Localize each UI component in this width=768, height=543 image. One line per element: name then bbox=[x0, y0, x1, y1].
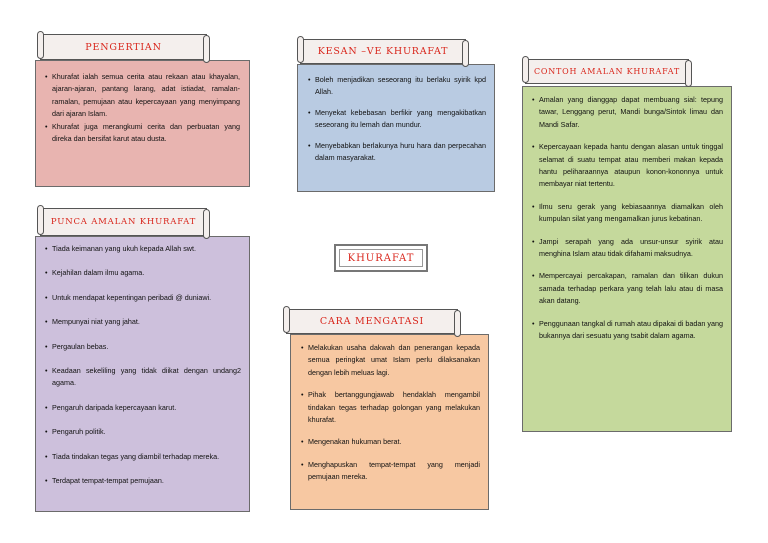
contoh-box bbox=[522, 86, 732, 432]
punca-list bbox=[52, 243, 241, 487]
list-item: • Jampi serapah yang ada unsur-unsur syirik atau menghina Islam atau tidak difahami maksudnya. bbox=[539, 236, 723, 261]
contoh-title: CONTOH AMALAN KHURAFAT bbox=[525, 59, 689, 84]
pengertian-list bbox=[52, 71, 240, 145]
list-item: • Terdapat tempat-tempat pemujaan. bbox=[52, 475, 241, 487]
pengertian-box bbox=[35, 60, 250, 187]
cara-list bbox=[308, 342, 480, 484]
list-item: • Menyebabkan berlakunya huru hara dan perpecahan dalam masyarakat. bbox=[315, 140, 486, 165]
list-item: • Untuk mendapat kepentingan peribadi @ duniawi. bbox=[52, 292, 241, 304]
list-item: • Menyekat kebebasan berfikir yang mengakibatkan seseorang itu lemah dan mundur. bbox=[315, 107, 486, 132]
cara-box bbox=[290, 334, 489, 510]
list-item: • Mempunyai niat yang jahat. bbox=[52, 316, 241, 328]
kesan-list bbox=[315, 74, 486, 164]
list-item: • Tiada tindakan tegas yang diambil terhadap mereka. bbox=[52, 451, 241, 463]
list-item: • Pengaruh politik. bbox=[52, 426, 241, 438]
list-item: • Kejahilan dalam ilmu agama. bbox=[52, 267, 241, 279]
center-title: KHURAFAT bbox=[339, 249, 423, 267]
kesan-title: KESAN –VE KHURAFAT bbox=[300, 39, 466, 64]
list-item: • Keadaan sekeliling yang tidak diikat dengan undang2 agama. bbox=[52, 365, 241, 390]
list-item: • Mengenakan hukuman berat. bbox=[308, 436, 480, 448]
pengertian-title: PENGERTIAN bbox=[40, 34, 207, 60]
list-item: • Kepercayaan kepada hantu dengan alasan untuk tinggal selamat di suatu tempat atau memberi makan kepada hantu peliharaannya ataupun konon-kononnya untuk membayar niat tertentu. bbox=[539, 141, 723, 191]
list-item: • Tiada keimanan yang ukuh kepada Allah swt. bbox=[52, 243, 241, 255]
list-item: • Pengaruh daripada kepercayaan karut. bbox=[52, 402, 241, 414]
list-item: • Pergaulan bebas. bbox=[52, 341, 241, 353]
list-item: • Boleh menjadikan seseorang itu berlaku syirik kpd Allah. bbox=[315, 74, 486, 99]
center-title-frame bbox=[334, 244, 428, 272]
list-item: • Pihak bertanggungjawab hendaklah mengambil tindakan tegas terhadap golongan yang melakukan khurafat. bbox=[308, 389, 480, 426]
list-item: • Menghapuskan tempat-tempat yang menjadi pemujaan mereka. bbox=[308, 459, 480, 484]
list-item: • Mempercayai percakapan, ramalan dan tilikan dukun samada terhadap perkara yang telah lalu atau di masa akan datang. bbox=[539, 270, 723, 307]
list-item: • Melakukan usaha dakwah dan penerangan kepada semua peringkat umat Islam perlu dilaksanakan dengan lebih meluas lagi. bbox=[308, 342, 480, 379]
list-item: • Khurafat ialah semua cerita atau rekaan atau khayalan, ajaran-ajaran, pantang larang, adat istiadat, ramalan-ramalan, pemujaan atau kepercayaan yang menyimpang dari ajaran Islam. bbox=[52, 71, 240, 121]
list-item: • Penggunaan tangkal di rumah atau dipakai di badan yang bukannya dari sesuatu yang tsabit dalam agama. bbox=[539, 318, 723, 343]
list-item: • Amalan yang dianggap dapat membuang sial: tepung tawar, Lenggang perut, Mandi bunga/Sintok limau dan Mandi Safar. bbox=[539, 94, 723, 131]
punca-title: PUNCA AMALAN KHURAFAT bbox=[40, 208, 207, 236]
punca-box bbox=[35, 236, 250, 512]
list-item: • Khurafat juga merangkumi cerita dan perbuatan yang direka dan bersifat karut atau dusta. bbox=[52, 121, 240, 146]
kesan-box bbox=[297, 64, 495, 192]
contoh-list bbox=[539, 94, 723, 343]
cara-title: CARA MENGATASI bbox=[286, 309, 458, 334]
list-item: • Ilmu seru gerak yang kebiasaannya diamalkan oleh kumpulan silat yang mengamalkan jurus kebatinan. bbox=[539, 201, 723, 226]
